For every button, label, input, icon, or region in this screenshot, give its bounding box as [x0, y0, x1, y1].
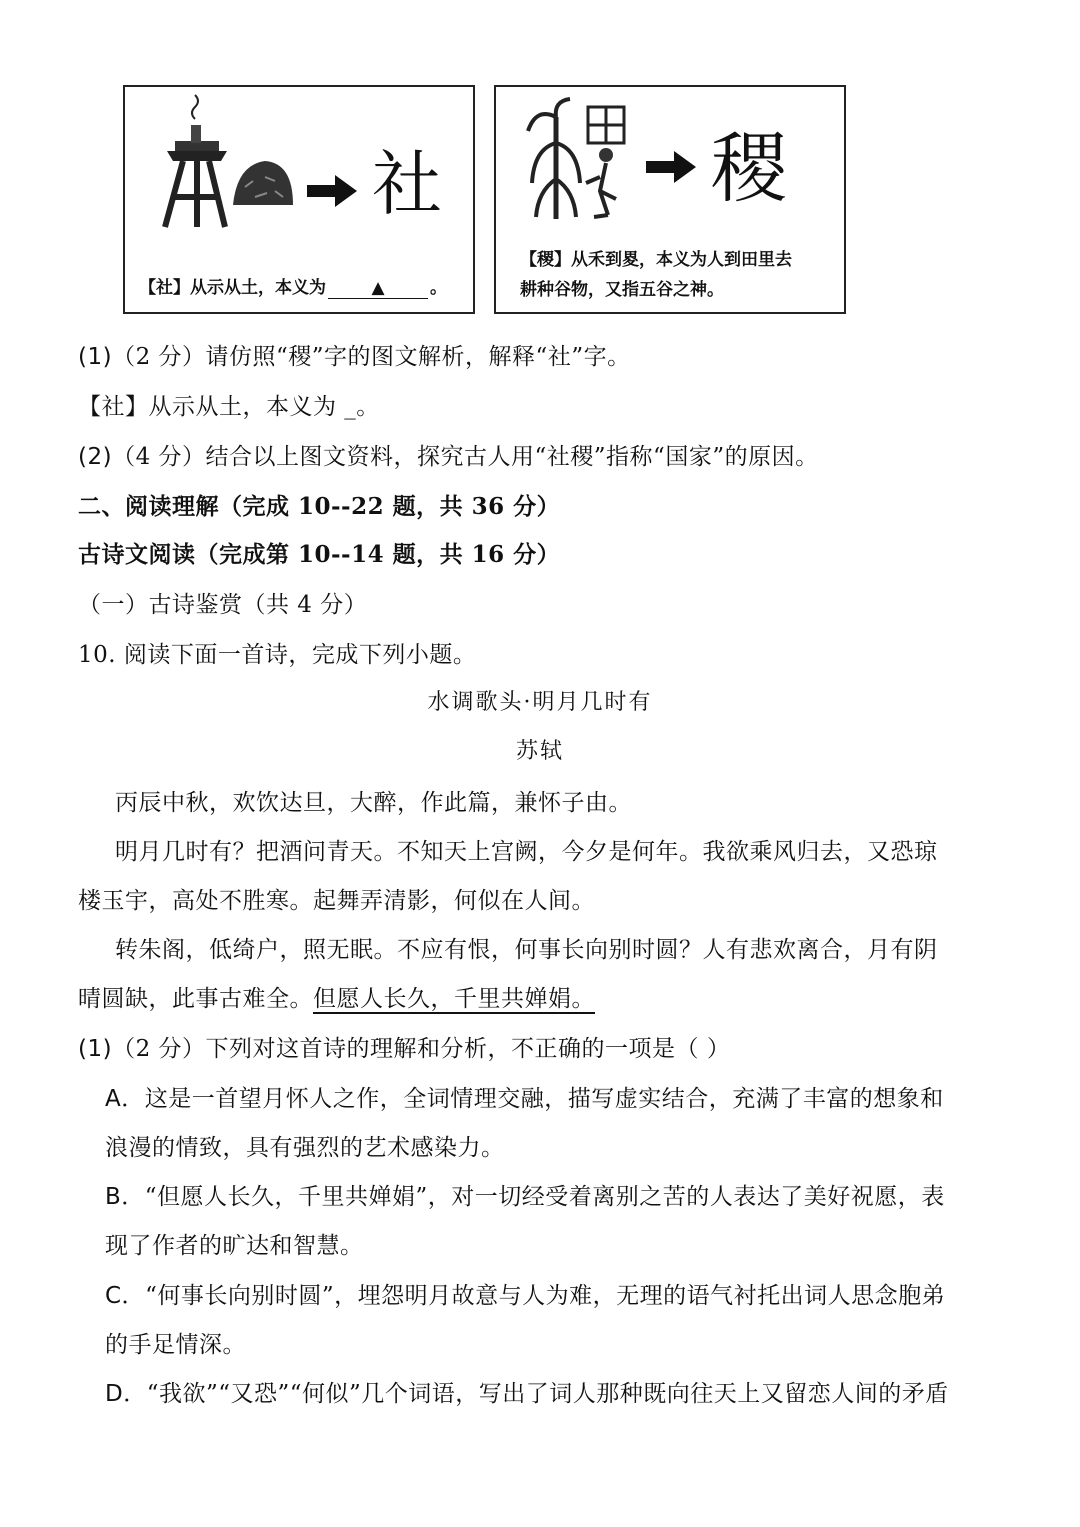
option-c-text: “何事长向别时圆”，埋怨明月故意与人为难，无理的语气衬托出词人思念胞弟: [145, 1283, 946, 1309]
ji-caption-line1: 【稷】从禾到畟，本义为人到田里去: [520, 250, 792, 270]
ji-caption-line2: 耕种谷物，又指五谷之神。: [520, 280, 724, 300]
she-caption: [139, 273, 447, 303]
q10-stem: 10. 阅读下面一首诗，完成下列小题。: [78, 642, 477, 668]
option-c-line1: [105, 1281, 945, 1311]
poem-para1-line1: 明月几时有？把酒问青天。不知天上宫阙，今夕是何年。我欲乘风归去，又恐琼: [115, 839, 938, 865]
option-a-text: 这是一首望月怀人之作，全词情理交融，描写虚实结合，充满了丰富的想象和: [144, 1086, 944, 1112]
q9-part2-text: （4 分）结合以上图文资料，探究古人用“社稷”指称“国家”的原因。: [112, 444, 819, 470]
figure-ji-box: [494, 85, 846, 314]
ji-character: 稷: [711, 124, 787, 213]
q9-answer-line: 【社】从示从土，本义为 _。: [78, 394, 380, 420]
q9-part1-text: （2 分）请仿照“稷”字的图文解析，解释“社”字。: [112, 344, 631, 370]
she-answer-blank: [328, 278, 428, 299]
option-a-line1: [105, 1084, 944, 1114]
poem-para2-plain: 晴圆缺，此事古难全。: [78, 986, 313, 1012]
poem-title: 水调歌头·明月几时有: [427, 690, 653, 715]
section2-part1: （一）古诗鉴赏（共 4 分）: [78, 592, 368, 618]
option-b-text: “但愿人长久，千里共婵娟”，对一切经受着离别之苦的人表达了美好祝愿，表: [144, 1184, 945, 1210]
section2-heading: 二、阅读理解（完成 10--22 题，共 36 分）: [78, 493, 561, 520]
option-a-label: A．: [105, 1086, 145, 1112]
q10-sub1: [78, 1034, 730, 1064]
she-caption-suffix: 。: [430, 278, 447, 298]
option-b-line1: [105, 1182, 945, 1212]
poem-para2-line1: 转朱阁，低绮户，照无眠。不应有恨，何事长向别时圆？人有悲欢离合，月有阴: [115, 937, 938, 963]
option-d-line1: [105, 1379, 949, 1409]
poem-author: 苏轼: [515, 739, 564, 764]
option-c-line2: 的手足情深。: [105, 1332, 246, 1358]
option-d-label: D．: [105, 1381, 147, 1407]
poem-para2-line2: [78, 984, 595, 1014]
q9-part1-number: (1): [78, 344, 113, 370]
option-c-label: C．: [105, 1283, 146, 1309]
option-b-label: B．: [105, 1184, 145, 1210]
q9-part2: [78, 442, 819, 472]
section2-subheading: 古诗文阅读（完成第 10--14 题，共 16 分）: [78, 541, 561, 568]
option-d-text: “我欲”“又恐”“何似”几个词语，写出了词人那种既向往天上又留恋人间的矛盾: [146, 1381, 949, 1407]
poem-underlined-verse: 但愿人长久，千里共婵娟。: [313, 986, 595, 1012]
option-b-line2: 现了作者的旷达和智慧。: [105, 1233, 364, 1259]
she-character: 社: [372, 143, 442, 225]
figure-she-box: [123, 85, 475, 314]
option-a-line2: 浪漫的情致，具有强烈的艺术感染力。: [105, 1135, 505, 1161]
poem-preface: 丙辰中秋，欢饮达旦，大醉，作此篇，兼怀子由。: [115, 790, 632, 816]
q9-part2-number: (2): [78, 444, 113, 470]
q10-sub1-number: (1): [78, 1036, 113, 1062]
poem-para1-line2: 楼玉宇，高处不胜寒。起舞弄清影，何似在人间。: [78, 888, 595, 914]
q9-part1: [78, 342, 631, 372]
she-caption-prefix: 【社】从示从土，本义为: [139, 278, 326, 298]
blank-marker: ▲: [371, 278, 385, 298]
q10-sub1-text: （2 分）下列对这首诗的理解和分析，不正确的一项是（ ）: [112, 1036, 731, 1062]
